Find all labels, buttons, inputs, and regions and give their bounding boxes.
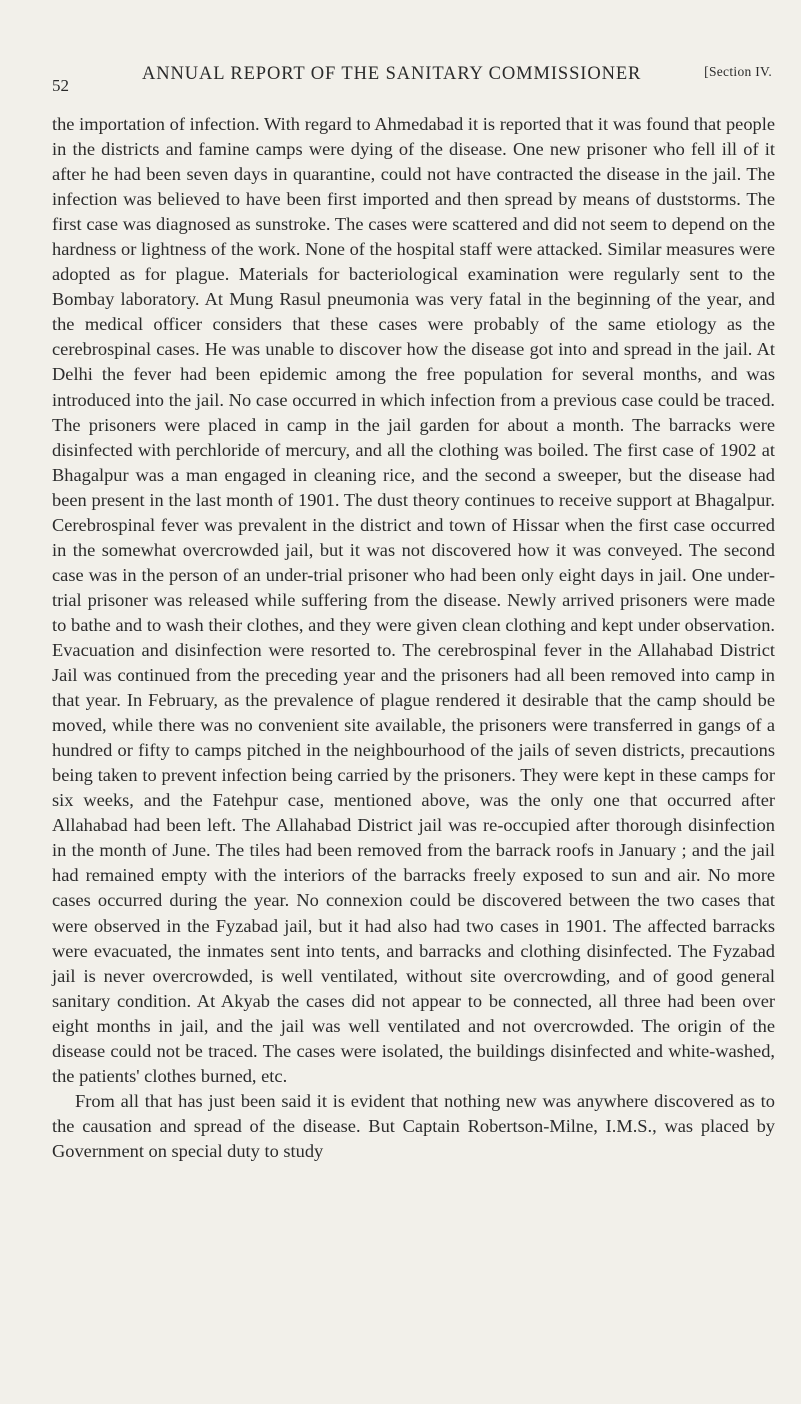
body-text <box>52 112 775 1164</box>
page-header <box>52 64 772 100</box>
section-label: [Section IV. <box>704 64 772 79</box>
page-number: 52 <box>52 76 69 95</box>
running-title: ANNUAL REPORT OF THE SANITARY COMMISSIONER <box>142 64 642 84</box>
paragraph: the importation of infection. With regard to Ahmedabad it is reported that it was found that people in the districts and famine camps were dying of the disease. One new prisoner who fell ill of it after he had been seven days in quarantine, could not have contracted the disease in the jail. The infection was believed to have been first imported and then spread by means of duststorms. The first case was diagnosed as sunstroke. The cases were scattered and did not seem to depend on the hardness or lightness of the work. None of the hospital staff were attacked. Similar measures were adopted as for plague. Materials for bacteriological examination were regularly sent to the Bombay laboratory. At Mung Rasul pneumonia was very fatal in the beginning of the year, and the medical officer considers that these cases were probably of the same etiology as the cerebrospinal cases. He was unable to discover how the disease got into and spread in the jail. At Delhi the fever had been epidemic among the free population for several months, and was introduced into the jail. No case occurred in which infection from a previous case could be traced. The prisoners were placed in camp in the jail garden for about a month. The barracks were disinfected with perchloride of mercury, and all the clothing was boiled. The first case of 1902 at Bhagalpur was a man engaged in cleaning rice, and the second a sweeper, but the disease had been present in the last month of 1901. The dust theory continues to receive support at Bhagalpur. Cerebrospinal fever was prevalent in the district and town of Hissar when the first case occurred in the somewhat overcrowded jail, but it was not discovered how it was conveyed. The second case was in the person of an under-trial prisoner who had been only eight days in jail. One under-trial prisoner was released while suffering from the disease. Newly arrived prisoners were made to bathe and to wash their clothes, and they were given clean clothing and kept under observation. Evacuation and disinfection were resorted to. The cerebrospinal fever in the Allahabad District Jail was continued from the preceding year and the prisoners had all been removed into camp in that year. In February, as the prevalence of plague rendered it desirable that the camp should be moved, while there was no convenient site available, the prisoners were transferred in gangs of a hundred or fifty to camps pitched in the neighbourhood of the jails of seven districts, precautions being taken to prevent infection being carried by the prisoners. They were kept in these camps for six weeks, and the Fatehpur case, mentioned above, was the only one that occurred after Allahabad had been left. The Allahabad District jail was re-occupied after thorough disinfection in the month of June. The tiles had been removed from the barrack roofs in January ; and the jail had remained empty with the interiors of the barracks freely exposed to sun and air. No more cases occurred during the year. No connexion could be discovered between the two cases that were observed in the Fyzabad jail, but it had also had two cases in 1901. The affected barracks were evacuated, the inmates sent into tents, and barracks and clothing disinfected. The Fyzabad jail is never overcrowded, is well ventilated, without site overcrowding, and of good general sanitary condition. At Akyab the cases did not appear to be connected, all three had been over eight months in jail, and the jail was well ventilated and not overcrowded. The origin of the disease could not be traced. The cases were isolated, the buildings disinfected and white-washed, the patients' clothes burned, etc. <box>52 114 775 1086</box>
paragraph: From all that has just been said it is evident that nothing new was anywhere discovered as to the causation and spread of the disease. But Captain Robertson-Milne, I.M.S., was placed by Government on special duty to study <box>52 1090 775 1161</box>
